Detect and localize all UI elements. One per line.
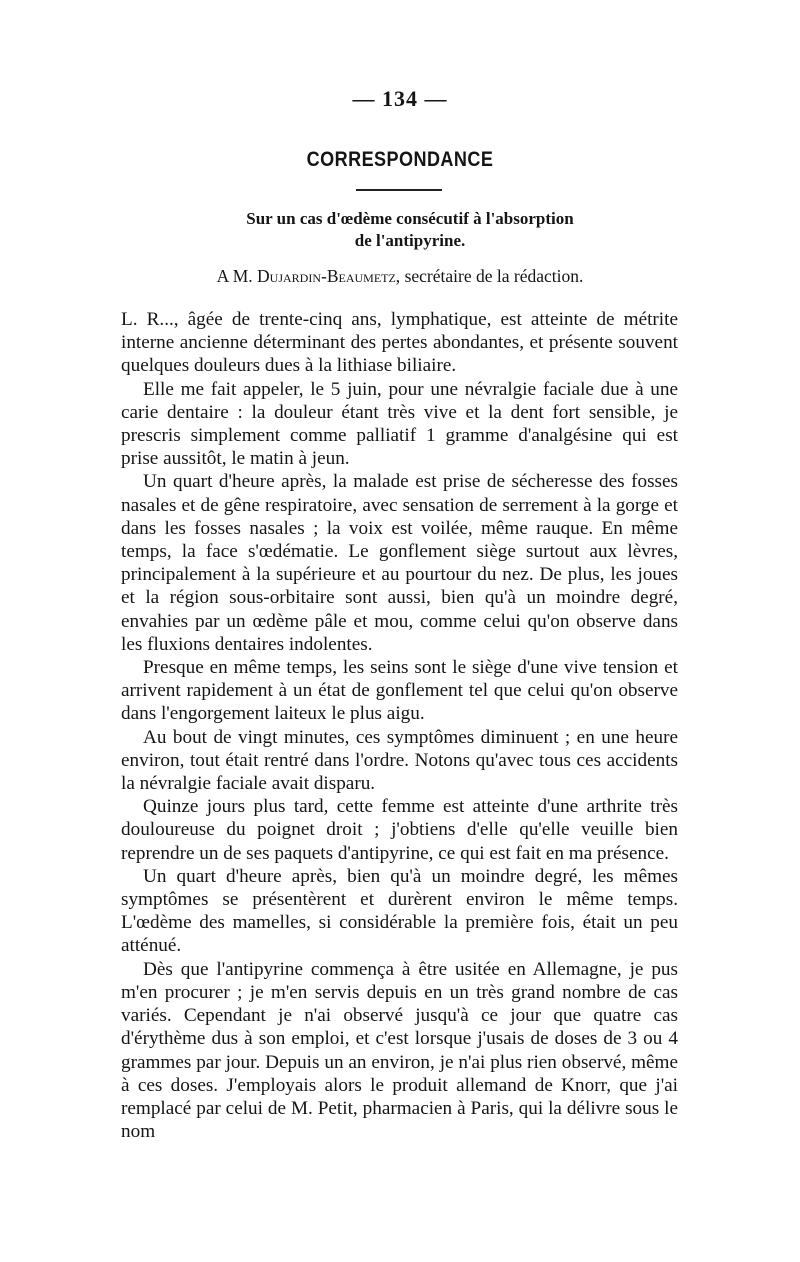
article-title-line-1: Sur un cas d'œdème consécutif à l'absorption [246,209,574,228]
addressee-prefix: A M. [216,266,253,286]
article-title [100,208,720,252]
paragraph: Presque en même temps, les seins sont le siège d'une vive tension et arrivent rapidement à un état de gonflement tel que celui qu'on observe dans l'engorgement laiteux le plus aigu. [121,657,678,725]
title-divider [356,189,442,191]
article-body [121,308,678,1143]
paragraph: Au bout de vingt minutes, ces symptômes diminuent ; en une heure environ, tout était rentré dans l'ordre. Notons qu'avec tous ces accidents la névralgie faciale avait disparu. [121,726,678,795]
paragraph: L. R..., âgée de trente-cinq ans, lymphatique, est atteinte de métrite interne ancienne déterminant des pertes abondantes, et présente souvent quelques douleurs dues à la lithiase biliaire. [121,309,678,377]
page-number: — 134 — [352,86,448,111]
paragraph: Elle me fait appeler, le 5 juin, pour une névralgie faciale due à une carie dentaire : la douleur étant très vive et la dent fort sensible, je prescris simplement comme palliatif 1 gramme d'analgésine qui est prise aussitôt, le matin à jeun. [121,378,678,470]
addressee-line [0,266,800,287]
paragraph: Un quart d'heure après, bien qu'à un moindre degré, les mêmes symptômes se présentèrent et durèrent environ le même temps. L'œdème des mamelles, si considérable la première fois, était un peu atténué. [121,865,678,957]
section-title: CORRESPONDANCE [306,148,494,171]
paragraph: Quinze jours plus tard, cette femme est atteinte d'une arthrite très douloureuse du poignet droit ; j'obtiens d'elle qu'elle veuille bien reprendre un de ses paquets d'antipyrine, ce qui est fait en ma présence. [121,796,678,864]
article-title-line-2: de l'antipyrine. [354,231,466,250]
addressee-name: Dujardin-Beaumetz, [257,266,401,286]
paragraph: Dès que l'antipyrine commença à être usitée en Allemagne, je pus m'en procurer ; je m'en servis depuis en un très grand nombre de cas variés. Cependant je n'ai observé jusqu'à ce jour que quatre cas d'érythème dus à son emploi, et c'est lorsque j'usais de doses de 3 ou 4 grammes par jour. Depuis un an environ, je n'ai plus rien observé, même à ces doses. J'employais alors le produit allemand de Knorr, que j'ai remplacé par celui de M. Petit, pharmacien à Paris, qui la délivre sous le nom [121,958,678,1143]
addressee-role: secrétaire de la rédaction. [404,266,584,286]
paragraph: Un quart d'heure après, la malade est prise de sécheresse des fosses nasales et de gêne respiratoire, avec sensation de serrement à la gorge et dans les fosses nasales ; la voix est voilée, même rauque. En même temps, la face s'œdématie. Le gonflement siège surtout aux lèvres, principalement à la supérieure et au pourtour du nez. De plus, les joues et la région sous-orbitaire sont aussi, bien qu'à un moindre degré, envahies par un œdème pâle et mou, comme celui qu'on observe dans les fluxions dentaires indolentes. [121,471,678,655]
